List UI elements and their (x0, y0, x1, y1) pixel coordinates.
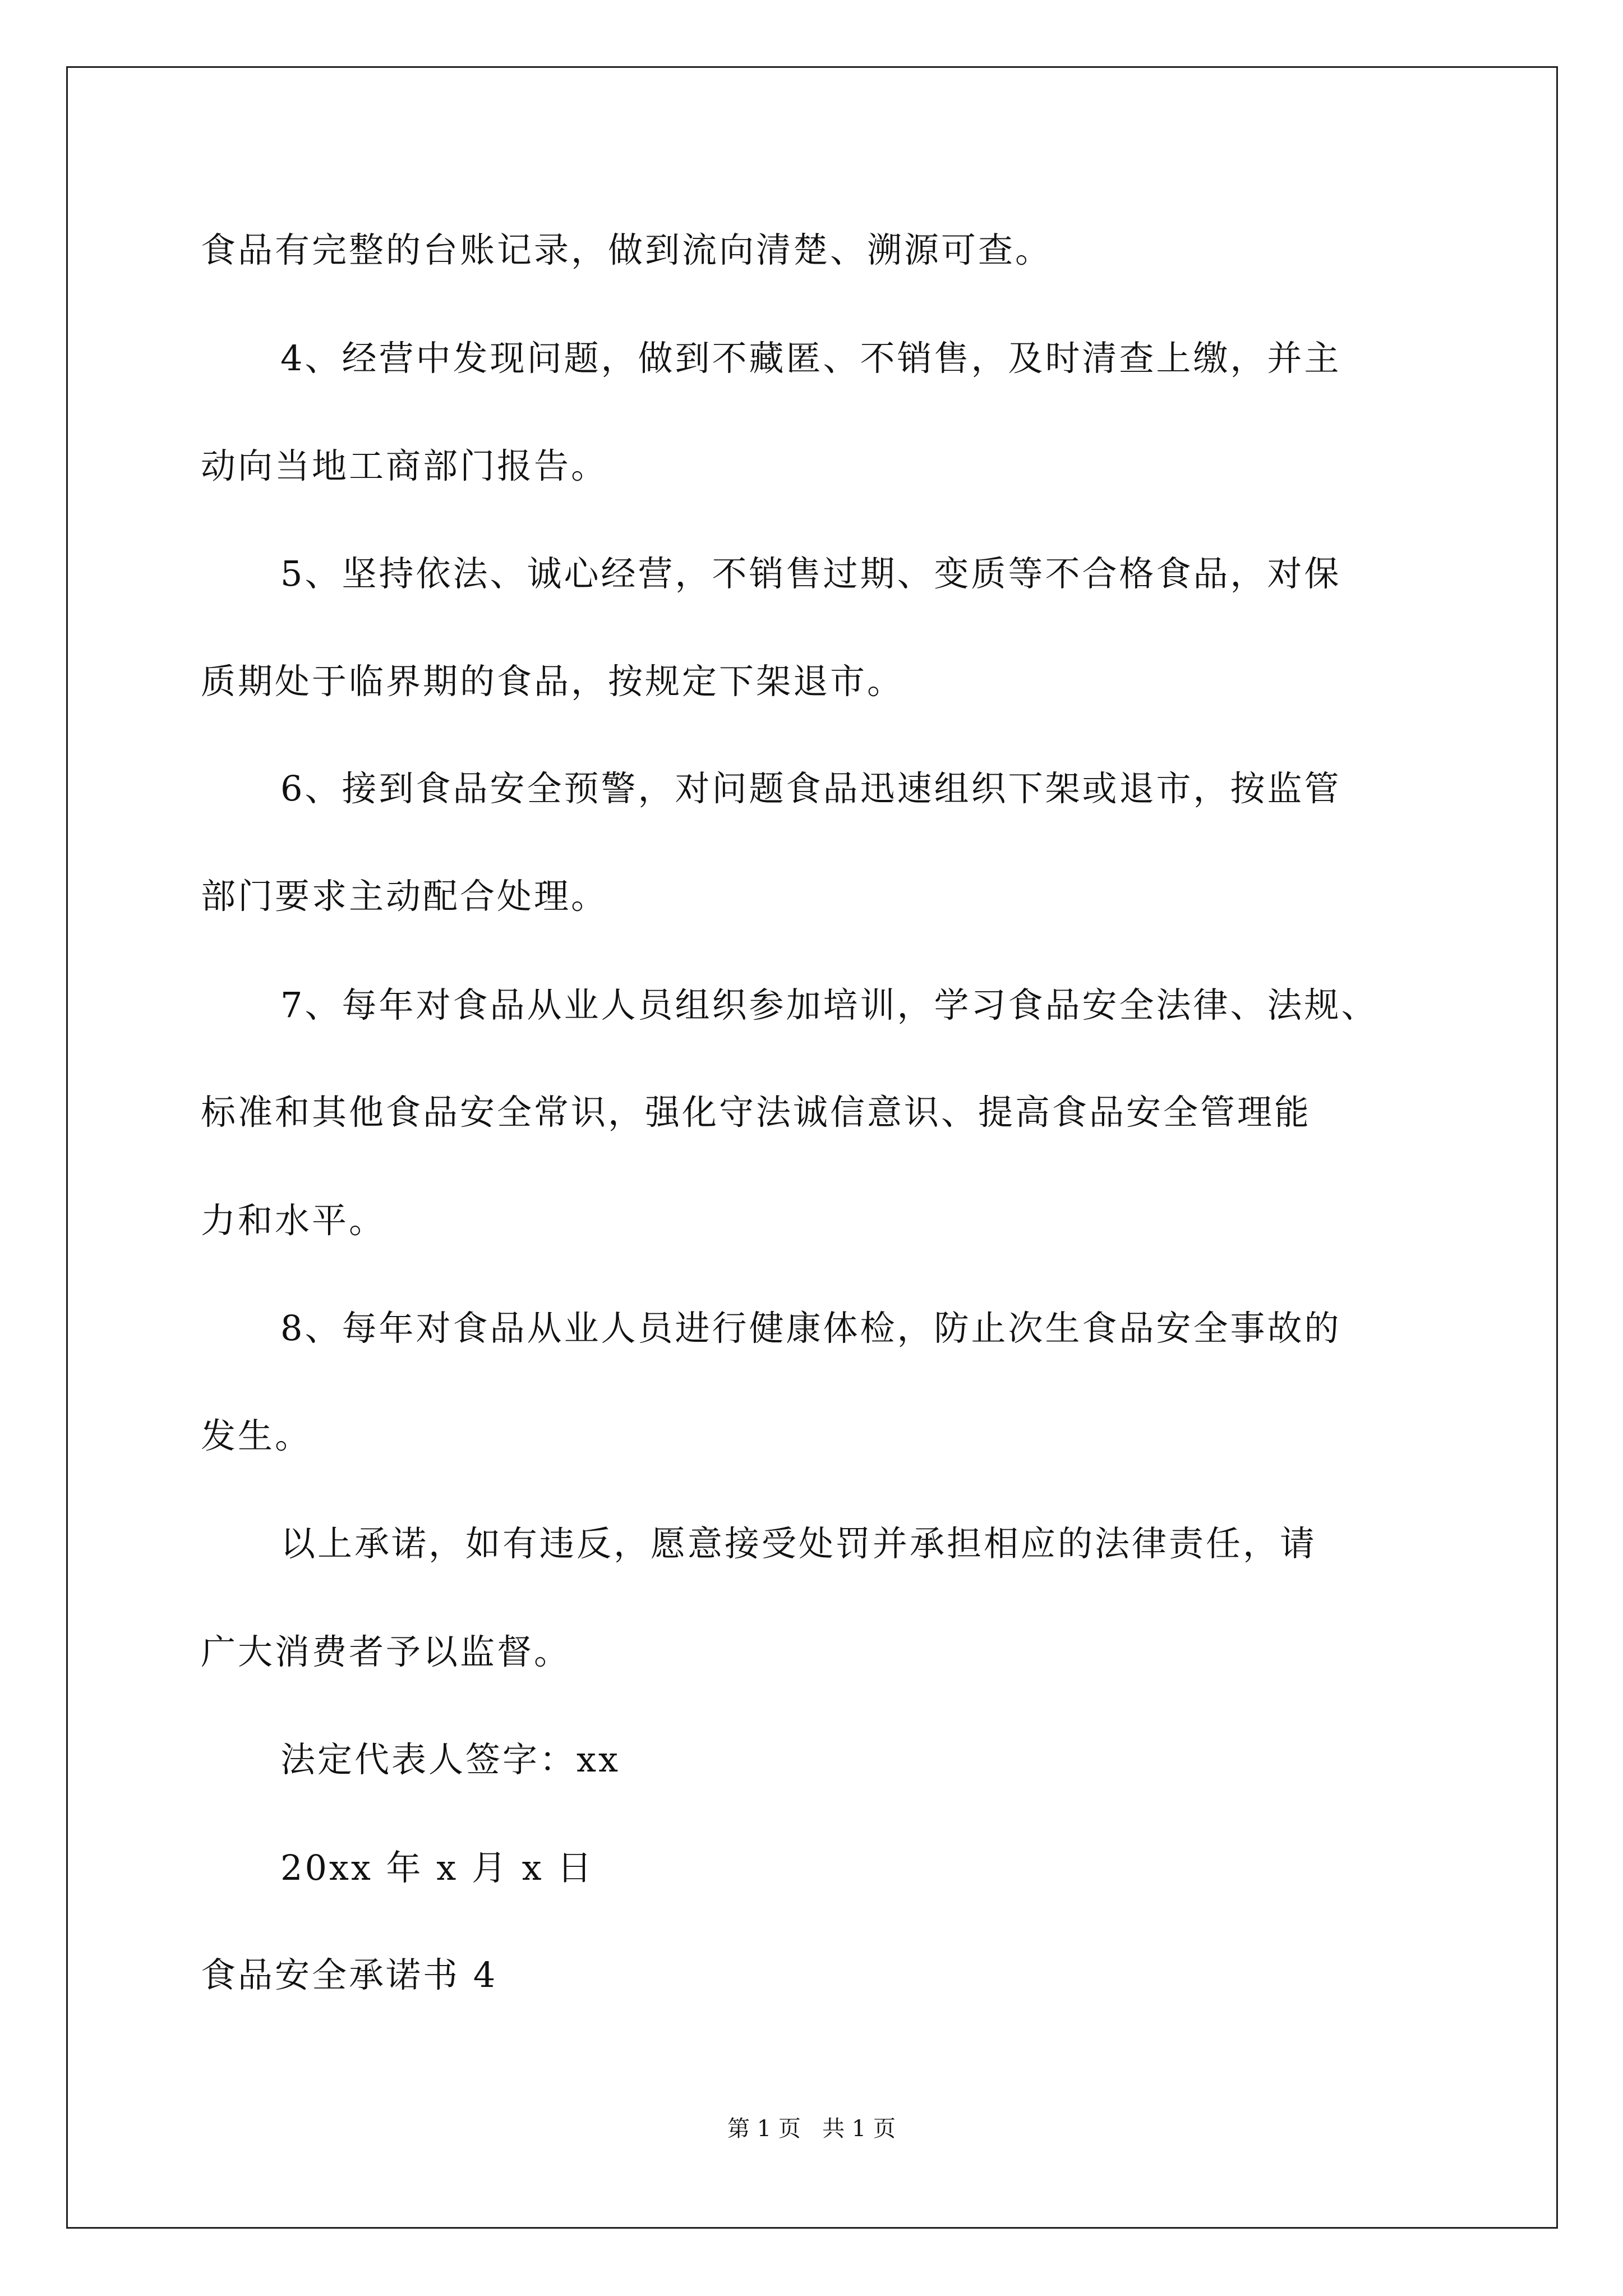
date-line: 20xx 年 x 月 x 日 (280, 1847, 594, 1888)
text-line: 4、经营中发现问题，做到不藏匿、不销售，及时清查上缴，并主 (280, 338, 1341, 379)
text-line: 发生。 (201, 1415, 312, 1456)
text-line: 以上承诺，如有违反，愿意接受处罚并承担相应的法律责任，请 (280, 1523, 1317, 1564)
text-line: 7、每年对食品从业人员组织参加培训，学习食品安全法律、法规、 (280, 984, 1378, 1025)
text-line: 质期处于临界期的食品，按规定下架退市。 (201, 661, 905, 702)
text-line: 6、接到食品安全预警，对问题食品迅速组织下架或退市，按监管 (280, 768, 1341, 809)
page-number-footer: 第 1 页 共 1 页 (727, 2116, 896, 2142)
text-line: 力和水平。 (201, 1200, 386, 1241)
text-line: 部门要求主动配合处理。 (201, 876, 608, 917)
text-line: 5、坚持依法、诚心经营，不销售过期、变质等不合格食品，对保 (280, 553, 1341, 594)
text-line: 8、每年对食品从业人员进行健康体检，防止次生食品安全事故的 (280, 1308, 1341, 1349)
page-frame (66, 66, 1558, 2229)
text-line: 动向当地工商部门报告。 (201, 445, 608, 486)
text-line: 食品有完整的台账记录，做到流向清楚、溯源可查。 (201, 229, 1053, 270)
signature-line: 法定代表人签字：xx (280, 1739, 620, 1780)
text-line: 标准和其他食品安全常识，强化守法诚信意识、提高食品安全管理能 (201, 1092, 1312, 1133)
section-heading: 食品安全承诺书 4 (201, 1954, 498, 1995)
text-line: 广大消费者予以监督。 (201, 1631, 571, 1672)
